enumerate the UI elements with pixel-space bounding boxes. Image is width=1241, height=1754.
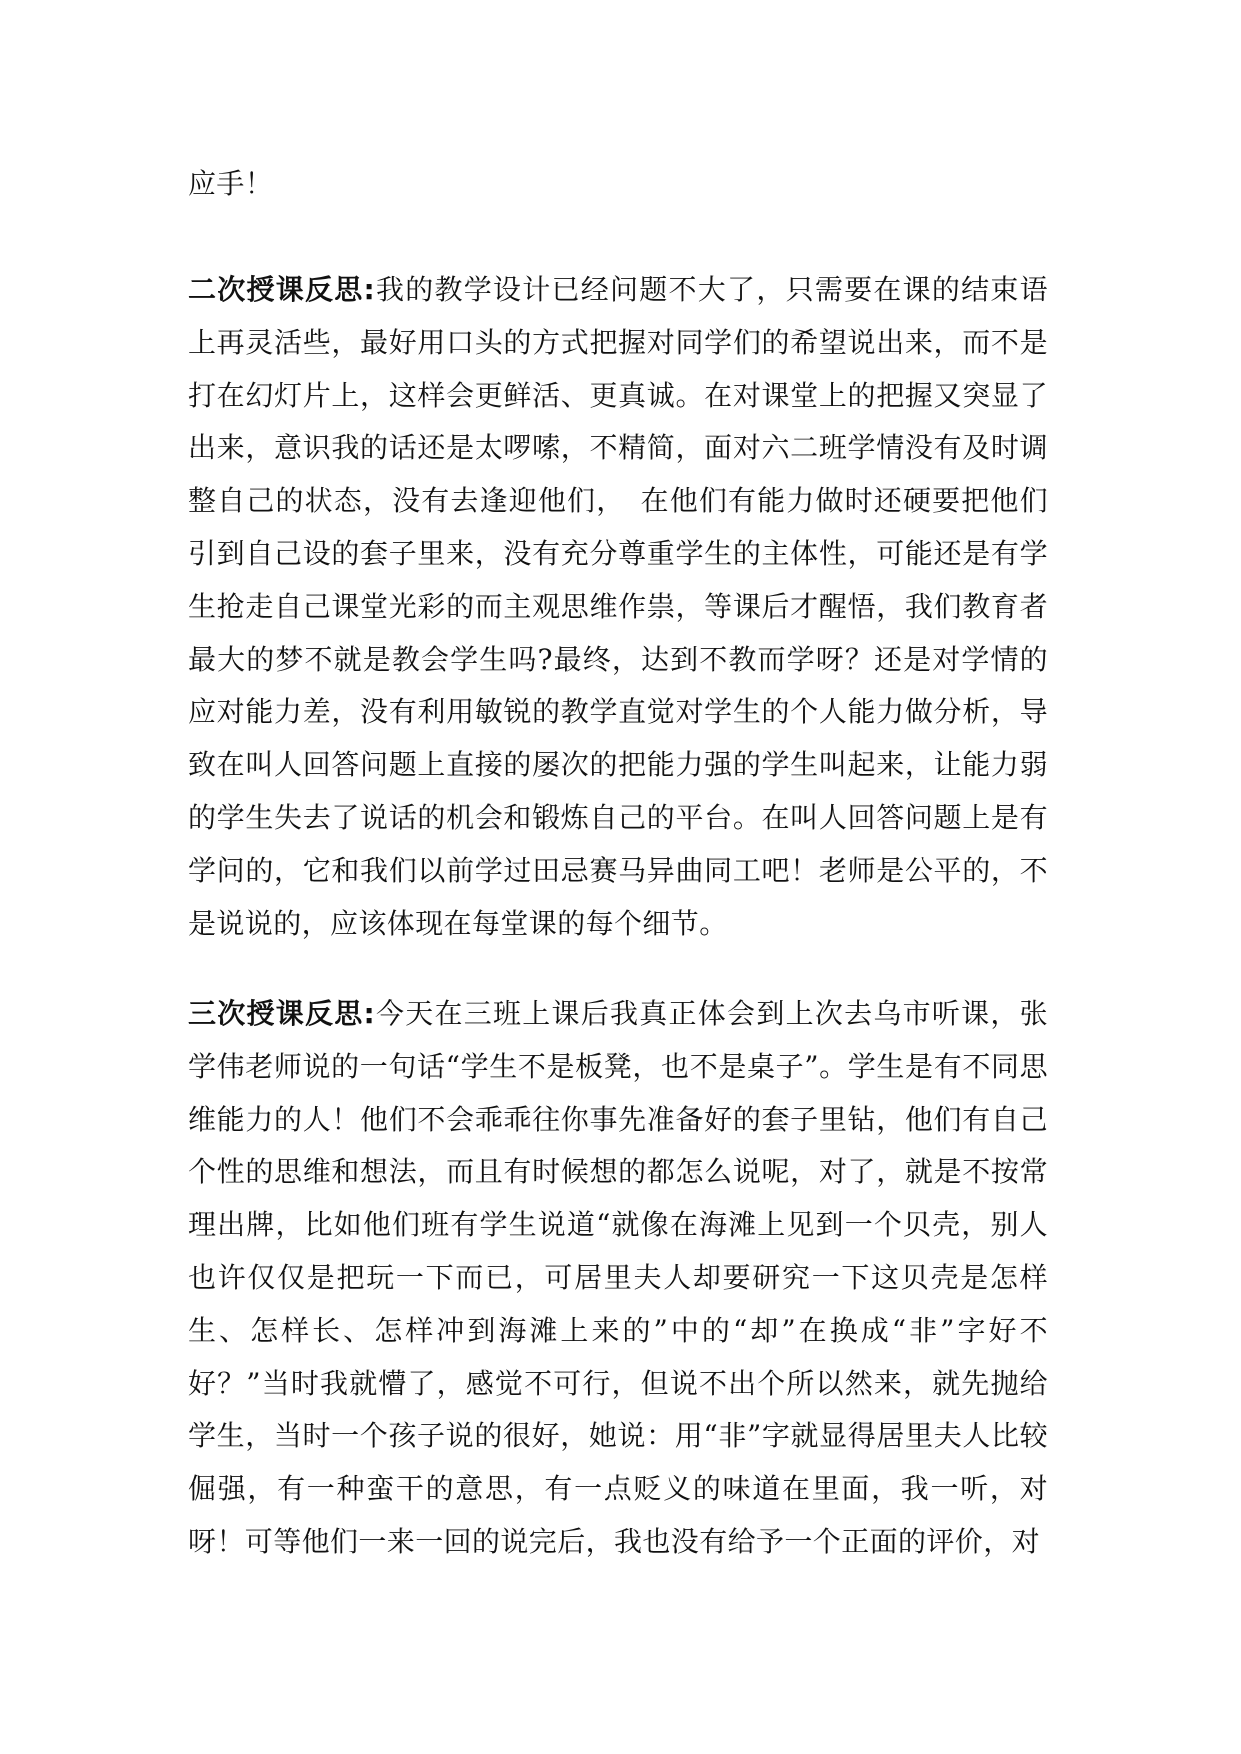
- section-body: 今天在三班上课后我真正体会到上次去乌市听课，张学伟老师说的一句话“学生不是板凳，也不是桌子”。学生是有不同思维能力的人！他们不会乖乖往你事先准备好的套子里钻，他们有自己个性的思维和想法，而且有时候想的都怎么说呢，对了，就是不按常理出牌，比如他们班有学生说道“就像在海滩上见到一个贝壳，别人也许仅仅是把玩一下而已，可居里夫人却要研究一下这贝壳是怎样生、怎样长、怎样冲到海滩上来的”中的“却”在换成“非”字好不好？”当时我就懵了，感觉不可行，但说不出个所以然来，就先抛给学生，当时一个孩子说的很好，她说：用“非”字就显得居里夫人比较倔强，有一种蛮干的意思，有一点贬义的味道在里面，我一听，对呀！可等他们一来一回的说完后，我也没有给予一个正面的评价，对: [188, 997, 1049, 1558]
- section-heading: 三次授课反思:: [188, 997, 376, 1030]
- paragraph-continuation: [188, 158, 1048, 211]
- paragraph-third-lesson-reflection: [188, 988, 1048, 1569]
- section-body: 我的教学设计已经问题不大了，只需要在课的结束语上再灵活些，最好用口头的方式把握对同学们的希望说出来，而不是打在幻灯片上，这样会更鲜活、更真诚。在对课堂上的把握又突显了出来，意识我的话还是太啰嗦，不精简，面对六二班学情没有及时调整自己的状态，没有去逢迎他们， 在他们有能力做时还硬要把他们引到自己设的套子里来，没有充分尊重学生的主体性，可能还是有学生抢走自己课堂光彩的而主观思维作祟，等课后才醒悟，我们教育者最大的梦不就是教会学生吗?最终，达到不教而学呀？还是对学情的应对能力差，没有利用敏锐的教学直觉对学生的个人能力做分析，导致在叫人回答问题上直接的屡次的把能力强的学生叫起来，让能力弱的学生失去了说话的机会和锻炼自己的平台。在叫人回答问题上是有学问的，它和我们以前学过田忌赛马异曲同工吧！老师是公平的，不是说说的，应该体现在每堂课的每个细节。: [188, 273, 1049, 940]
- section-heading: 二次授课反思:: [188, 273, 376, 306]
- paragraph-second-lesson-reflection: [188, 264, 1048, 950]
- continuation-text: 应手！: [188, 167, 274, 200]
